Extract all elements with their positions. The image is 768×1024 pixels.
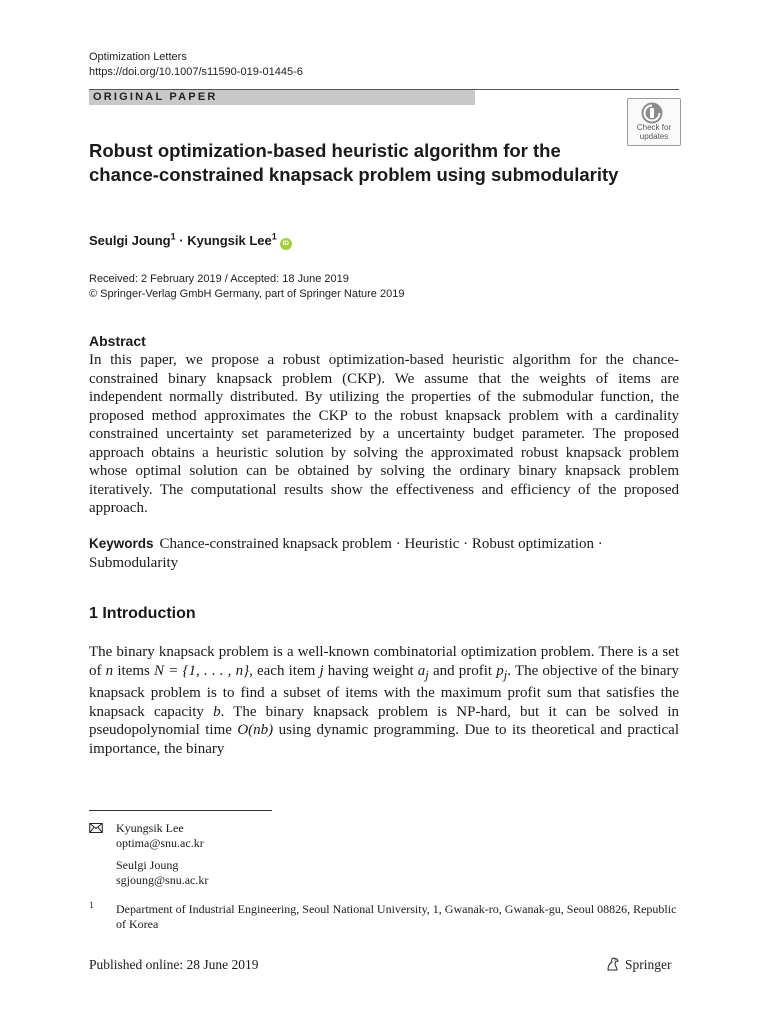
publisher-name: Springer [625, 957, 672, 972]
author-affiliation-marker: 1 [271, 231, 277, 242]
orcid-icon[interactable]: iD [280, 238, 292, 250]
published-online-date: Published online: 28 June 2019 [89, 957, 259, 972]
introduction-paragraph: The binary knapsack problem is a well-known combinatorial optimization problem. There is a set of n items N = {1, . . . , n}, each item j having weight $a_j$ and profit $p_j$. The objective of the binary knapsack problem is to find a subset of items with the maximum profit sum that satisfies the knapsack capacity b. The binary knapsack problem is NP-hard, but it can be solved in pseudopolynomial time O(nb) using dynamic programming. Due to its theoretical and practical importance, the binary [89, 644, 680, 757]
received-accepted-dates: Received: 2 February 2019 / Accepted: 18 June 2019 [89, 273, 349, 285]
abstract-text: In this paper, we propose a robust optimization-based heuristic algorithm for the chance-constrained binary knapsack problem (CKP). We assume that the weights of items are independent normally distributed. By utilizing the properties of the submodular function, the proposed method approximates the CKP to the robust knapsack problem with a cardinality constrained uncertainty set parameterized by a uncertainty budget parameter. The proposed approach obtains a heuristic solution by solving the approximated robust knapsack problem whose optimal solution can be obtained by solving the ordinary binary knapsack problem iteratively. The computational results show the effectiveness and efficiency of the proposed approach. [89, 352, 679, 516]
copyright-notice: © Springer-Verlag GmbH Germany, part of Springer Nature 2019 [89, 288, 405, 300]
author-separator: · [175, 233, 188, 248]
check-updates-label [627, 123, 681, 141]
author-affiliation-marker: 1 [170, 231, 176, 242]
keywords-label: Keywords [89, 536, 154, 551]
check-updates-icon [640, 101, 664, 125]
abstract-heading: Abstract [89, 333, 146, 349]
coauthor-email[interactable]: sgjoung@snu.ac.kr [116, 873, 209, 887]
paper-title: Robust optimization-based heuristic algorithm for the chance-constrained knapsack problem using submodularity [89, 140, 619, 185]
coauthor-name: Seulgi Joung [116, 858, 179, 872]
journal-name: Optimization Letters [89, 51, 187, 63]
affiliation-number: 1 [89, 900, 94, 910]
article-type-label: ORIGINAL PAPER [93, 91, 218, 103]
doi-link[interactable]: https://doi.org/10.1007/s11590-019-01445-6 [89, 66, 303, 78]
footnote-rule [89, 810, 272, 811]
affiliation-text: Department of Industrial Engineering, Seoul National University, 1, Gwanak-ro, Gwanak-gu, Seoul 08826, Republic of Korea [116, 902, 677, 931]
keywords-block [89, 535, 679, 572]
corresponding-author-email[interactable]: optima@snu.ac.kr [116, 836, 204, 850]
keywords-text: Chance-constrained knapsack problem · Heuristic · Robust optimization · Submodularity [89, 536, 603, 571]
author-name[interactable]: Kyungsik Lee [187, 233, 272, 248]
publisher-logo [605, 956, 672, 974]
check-updates-line2: updates [639, 132, 669, 141]
author-name[interactable]: Seulgi Joung [89, 233, 171, 248]
check-updates-line1: Check for [636, 123, 672, 132]
author-list [89, 232, 292, 250]
corresponding-author-name: Kyungsik Lee [116, 821, 184, 835]
springer-horse-icon [605, 956, 621, 972]
envelope-icon [89, 822, 103, 834]
section-heading-introduction: 1 Introduction [89, 605, 196, 622]
